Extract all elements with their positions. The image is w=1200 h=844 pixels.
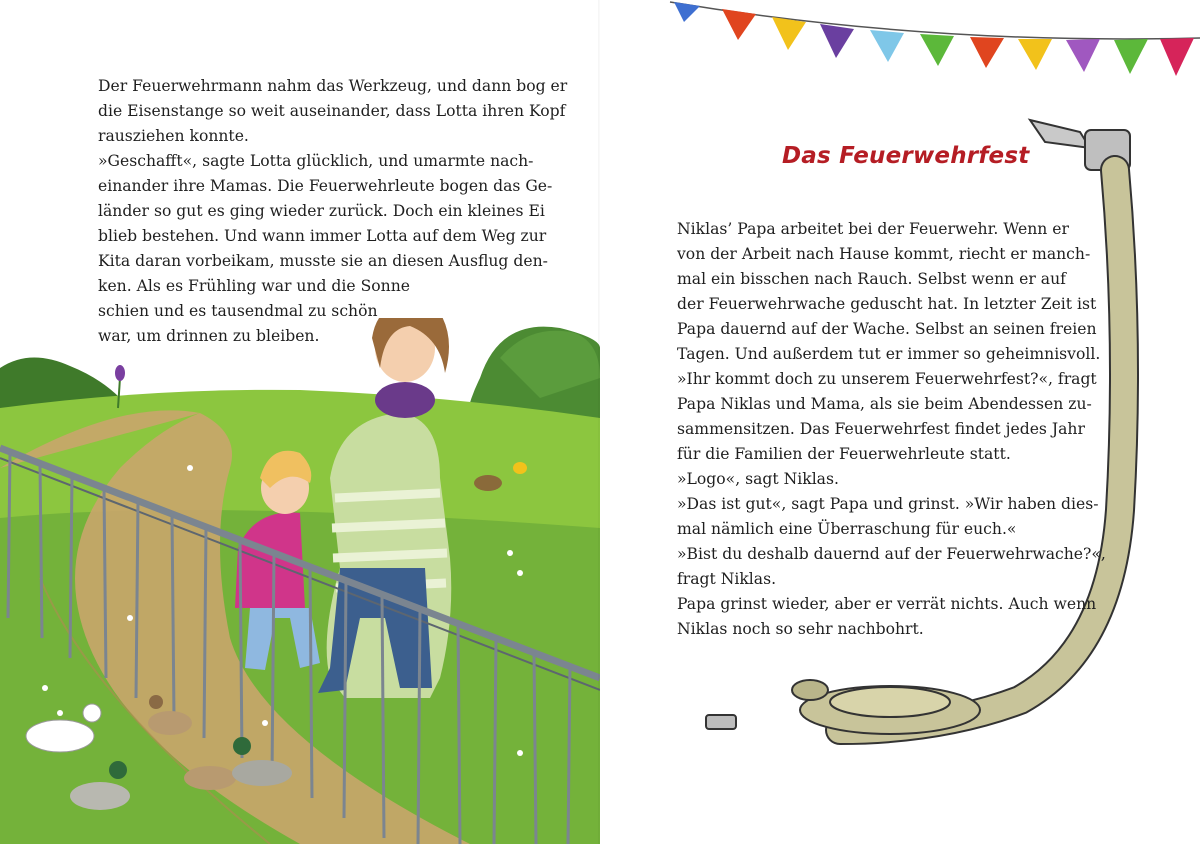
text-line: Der Feuerwehrmann nahm das Werkzeug, und dann bog er	[98, 77, 568, 95]
text-line: Niklas noch so sehr nachbohrt.	[677, 620, 924, 638]
text-line: mal nämlich eine Überraschung für euch.«	[677, 520, 1017, 538]
text-line: Niklas’ Papa arbeitet bei der Feuerwehr. Wenn er	[677, 220, 1069, 238]
bunting-decoration	[660, 0, 1200, 90]
text-line: der Feuerwehrwache geduscht hat. In letzter Zeit ist	[677, 295, 1097, 313]
text-line: war, um drinnen zu bleiben.	[98, 327, 320, 345]
text-line: Kita daran vorbeikam, musste sie an diesen Ausflug den-	[98, 252, 548, 270]
text-line: »Das ist gut«, sagt Papa und grinst. »Wir haben dies-	[677, 495, 1099, 513]
park-illustration	[0, 318, 600, 844]
text-line: die Eisenstange so weit auseinander, dass Lotta ihren Kopf	[98, 102, 566, 120]
text-line: von der Arbeit nach Hause kommt, riecht er manch-	[677, 245, 1091, 263]
text-line: Papa Niklas und Mama, als sie beim Abendessen zu-	[677, 395, 1092, 413]
text-line: ken. Als es Frühling war und die Sonne	[98, 277, 410, 295]
text-line: fragt Niklas.	[677, 570, 777, 588]
text-line: mal ein bisschen nach Rauch. Selbst wenn er auf	[677, 270, 1066, 288]
text-line: »Logo«, sagt Niklas.	[677, 470, 839, 488]
chapter-title: Das Feuerwehrfest	[782, 143, 1030, 169]
text-line: »Geschafft«, sagte Lotta glücklich, und umarmte nach-	[98, 152, 534, 170]
text-line: länder so gut es ging wieder zurück. Doch ein kleines Ei	[98, 202, 545, 220]
text-line: Papa dauernd auf der Wache. Selbst an seinen freien	[677, 320, 1097, 338]
right-page	[600, 0, 1200, 844]
text-line: blieb bestehen. Und wann immer Lotta auf dem Weg zur	[98, 227, 547, 245]
text-line: Papa grinst wieder, aber er verrät nichts. Auch wenn	[677, 595, 1097, 613]
text-line: Tagen. Und außerdem tut er immer so geheimnisvoll.	[677, 345, 1101, 363]
text-line: »Ihr kommt doch zu unserem Feuerwehrfest?«, fragt	[677, 370, 1097, 388]
right-page-text	[677, 217, 1106, 642]
text-line: »Bist du deshalb dauernd auf der Feuerwehrwache?«,	[677, 545, 1106, 563]
text-line: rausziehen konnte.	[98, 127, 249, 145]
left-page-text	[98, 74, 567, 349]
text-line: schien und es tausendmal zu schön	[98, 302, 378, 320]
text-line: sammensitzen. Das Feuerwehrfest findet jedes Jahr	[677, 420, 1085, 438]
text-line: einander ihre Mamas. Die Feuerwehrleute bogen das Ge-	[98, 177, 553, 195]
text-line: für die Familien der Feuerwehrleute statt.	[677, 445, 1011, 463]
